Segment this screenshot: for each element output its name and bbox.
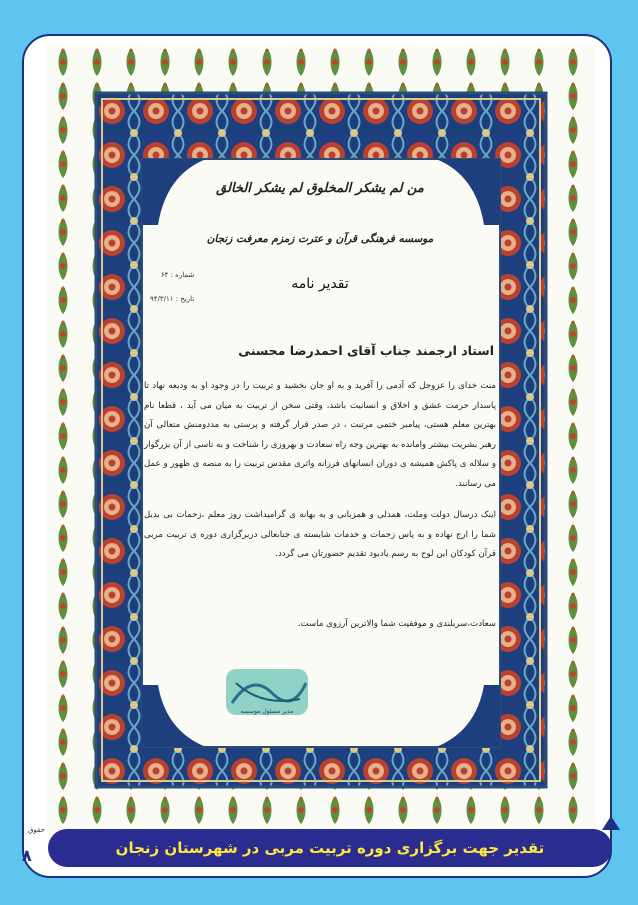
caption-text: تقدیر جهت برگزاری دوره تربیت مربی در شهرستان زنجان [115, 839, 545, 857]
caption-banner [48, 829, 612, 867]
date-value: ۹۴/۳/۱۱ [150, 295, 174, 303]
side-text: حقوق [28, 826, 45, 834]
paragraph-2: اینک درسال دولت وملت، همدلی و همزبانی و به بهانه ی گرامیداشت روز معلم ،زحمات بی بدیل شما را ارج نهاده و به پاس زحمات و خدمات شایسته ی جنابعالی دربرگزاری دوره ی تربیت مربی قرآن کودکان این لوح به رسم یادبود تقدیم حضورتان می گردد. [144, 510, 496, 559]
stamp-text: مدیر مسئول موسسه [240, 708, 294, 715]
page-number: ۸ [22, 846, 32, 865]
organization-name: موسسه فرهنگی قرآن و عترت زمزم معرفت زنجان [206, 233, 434, 245]
stamp-seal [222, 663, 312, 721]
certificate-title: تقدیر نامه [291, 276, 349, 292]
closing-line: سعادت،سربلندی و موفقیت شما والاترین آرزوی ماست. [297, 619, 496, 629]
corner-mark-icon [600, 814, 622, 832]
number-value: ۶۴ [160, 271, 169, 279]
date-label: تاریخ : [175, 295, 195, 303]
certificate-content [144, 163, 496, 743]
basmala-heading: من لم یشکر المخلوق لم یشکر الخالق [216, 181, 424, 196]
number-label: شماره : [170, 271, 195, 279]
paragraph-1: منت خدای را عزوجل که آدمی را آفرید و به او جان بخشید و تربیت را در وجود او به ودیعه نهاد تا پاسدار حرمت عشق و اخلاق و انسانیت باشد، وقتی سخن از تربیت به میان می آید ، قطعا نام بهترین معلم هستی، پیامبر ختمی مرتبت ، در صدر قرار گرفته و پرستی به مددومنش متعالی آن رهبر بشریت بیشتر وامانده به بهترین وجه راه سعادت و بهروزی را شناخت و به تاسی از آن بزرگوار و سلاله ی پاکش همیشه ی دوران انسانهای فرزانه واثری مقدس تربیت را به منصه ی ظهور و عمل می رسانند. [144, 381, 496, 489]
certificate-image [46, 45, 596, 835]
recipient-line: استاد ارجمند جناب آقای احمدرضا محسنی [238, 343, 494, 358]
